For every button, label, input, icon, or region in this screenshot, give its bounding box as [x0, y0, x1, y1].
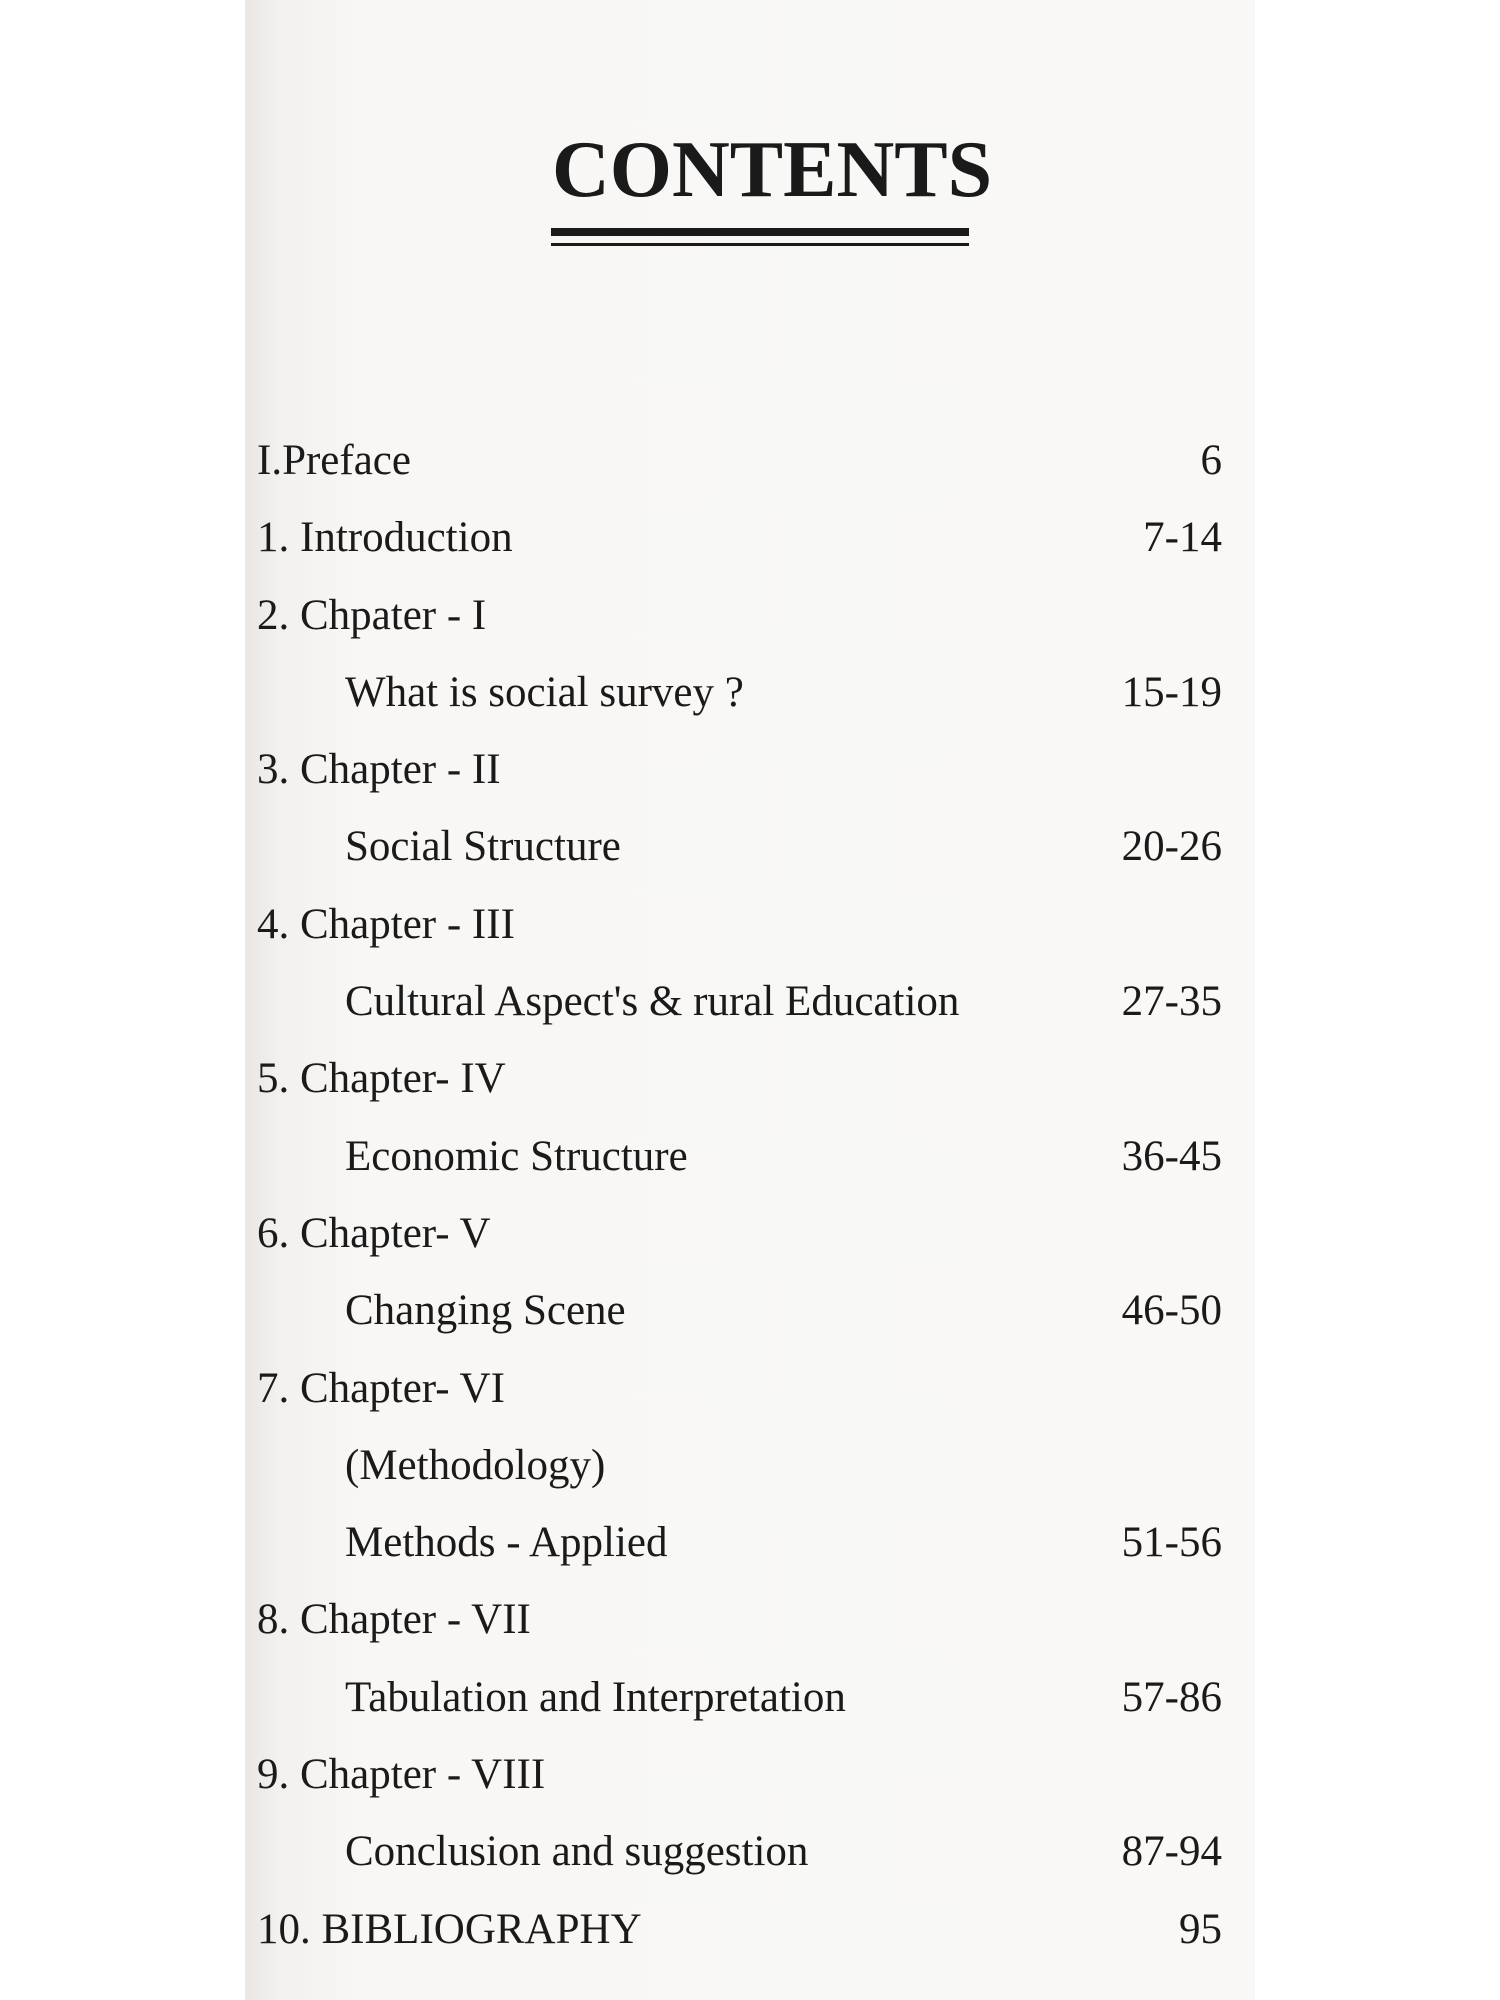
toc-chapter-heading: [245, 1204, 1255, 1281]
toc-entry-label: (Methodology): [345, 1441, 606, 1489]
toc-entry-pages: 20-26: [1121, 823, 1222, 871]
toc-entry-label: Methods - Applied: [345, 1519, 668, 1567]
toc-entry-label: Economic Structure: [345, 1132, 688, 1180]
toc-entry-label: Cultural Aspect's & rural Education: [345, 978, 960, 1026]
toc-chapter-heading: [245, 1745, 1255, 1822]
toc-chapter-heading: [245, 586, 1255, 663]
toc-entry-pages: 95: [1179, 1905, 1222, 1953]
heading-underline-thick: [551, 228, 969, 236]
toc-chapter-heading: [245, 740, 1255, 817]
toc-subentry: [245, 972, 1255, 1049]
toc-entry-label: I.Preface: [257, 437, 411, 484]
toc-entry-pages: 15-19: [1121, 668, 1222, 716]
toc-entry-label: Changing Scene: [345, 1287, 626, 1335]
toc-subentry: [245, 1513, 1255, 1590]
toc-entry-label: 10. BIBLIOGRAPHY: [257, 1905, 642, 1953]
toc-entry-pages: 7-14: [1143, 514, 1222, 562]
toc-entry-pages: 51-56: [1121, 1519, 1222, 1567]
toc-entry-label: 2. Chpater - I: [257, 591, 487, 639]
toc-entry-label: 1. Introduction: [257, 514, 513, 562]
toc-chapter-heading: [245, 1049, 1255, 1126]
toc-entry-pages: 36-45: [1121, 1132, 1222, 1180]
toc-entry-pages: 46-50: [1121, 1287, 1222, 1335]
toc-entry-label: 8. Chapter - VII: [257, 1596, 531, 1644]
toc-chapter-heading: [245, 895, 1255, 972]
toc-entry-label: Tabulation and Interpretation: [345, 1673, 846, 1721]
toc-entry-pages: 27-35: [1121, 978, 1222, 1026]
toc-entry-label: 5. Chapter- IV: [257, 1055, 506, 1103]
toc-entry-label: 6. Chapter- V: [257, 1209, 491, 1257]
toc-entry: [245, 431, 1255, 508]
toc-entry-pages: 87-94: [1121, 1828, 1222, 1876]
contents-heading-wrap: [552, 126, 993, 214]
toc-chapter-heading: [245, 1359, 1255, 1436]
toc-chapter-heading: [245, 1590, 1255, 1667]
toc-subentry: [245, 1668, 1255, 1745]
toc-entry: [245, 508, 1255, 585]
toc-subentry: [245, 1436, 1255, 1513]
toc-entry-label: 4. Chapter - III: [257, 900, 515, 948]
table-of-contents: [245, 431, 1255, 1977]
heading-underline-thin: [551, 243, 969, 246]
toc-subentry: [245, 1281, 1255, 1358]
toc-entry-label: 7. Chapter- VI: [257, 1364, 505, 1412]
toc-entry-label: 3. Chapter - II: [257, 746, 501, 794]
toc-entry-label: Conclusion and suggestion: [345, 1828, 809, 1876]
toc-subentry: [245, 1127, 1255, 1204]
toc-subentry: [245, 663, 1255, 740]
book-page: [245, 0, 1255, 2000]
toc-entry-label: Social Structure: [345, 823, 621, 871]
toc-entry: [245, 1900, 1255, 1977]
toc-entry-pages: 57-86: [1121, 1673, 1222, 1721]
toc-entry-label: What is social survey ?: [345, 668, 744, 716]
toc-entry-pages: 6: [1200, 437, 1222, 484]
toc-entry-label: 9. Chapter - VIII: [257, 1751, 546, 1799]
toc-subentry: [245, 1822, 1255, 1899]
toc-subentry: [245, 817, 1255, 894]
page-title: CONTENTS: [552, 126, 993, 214]
